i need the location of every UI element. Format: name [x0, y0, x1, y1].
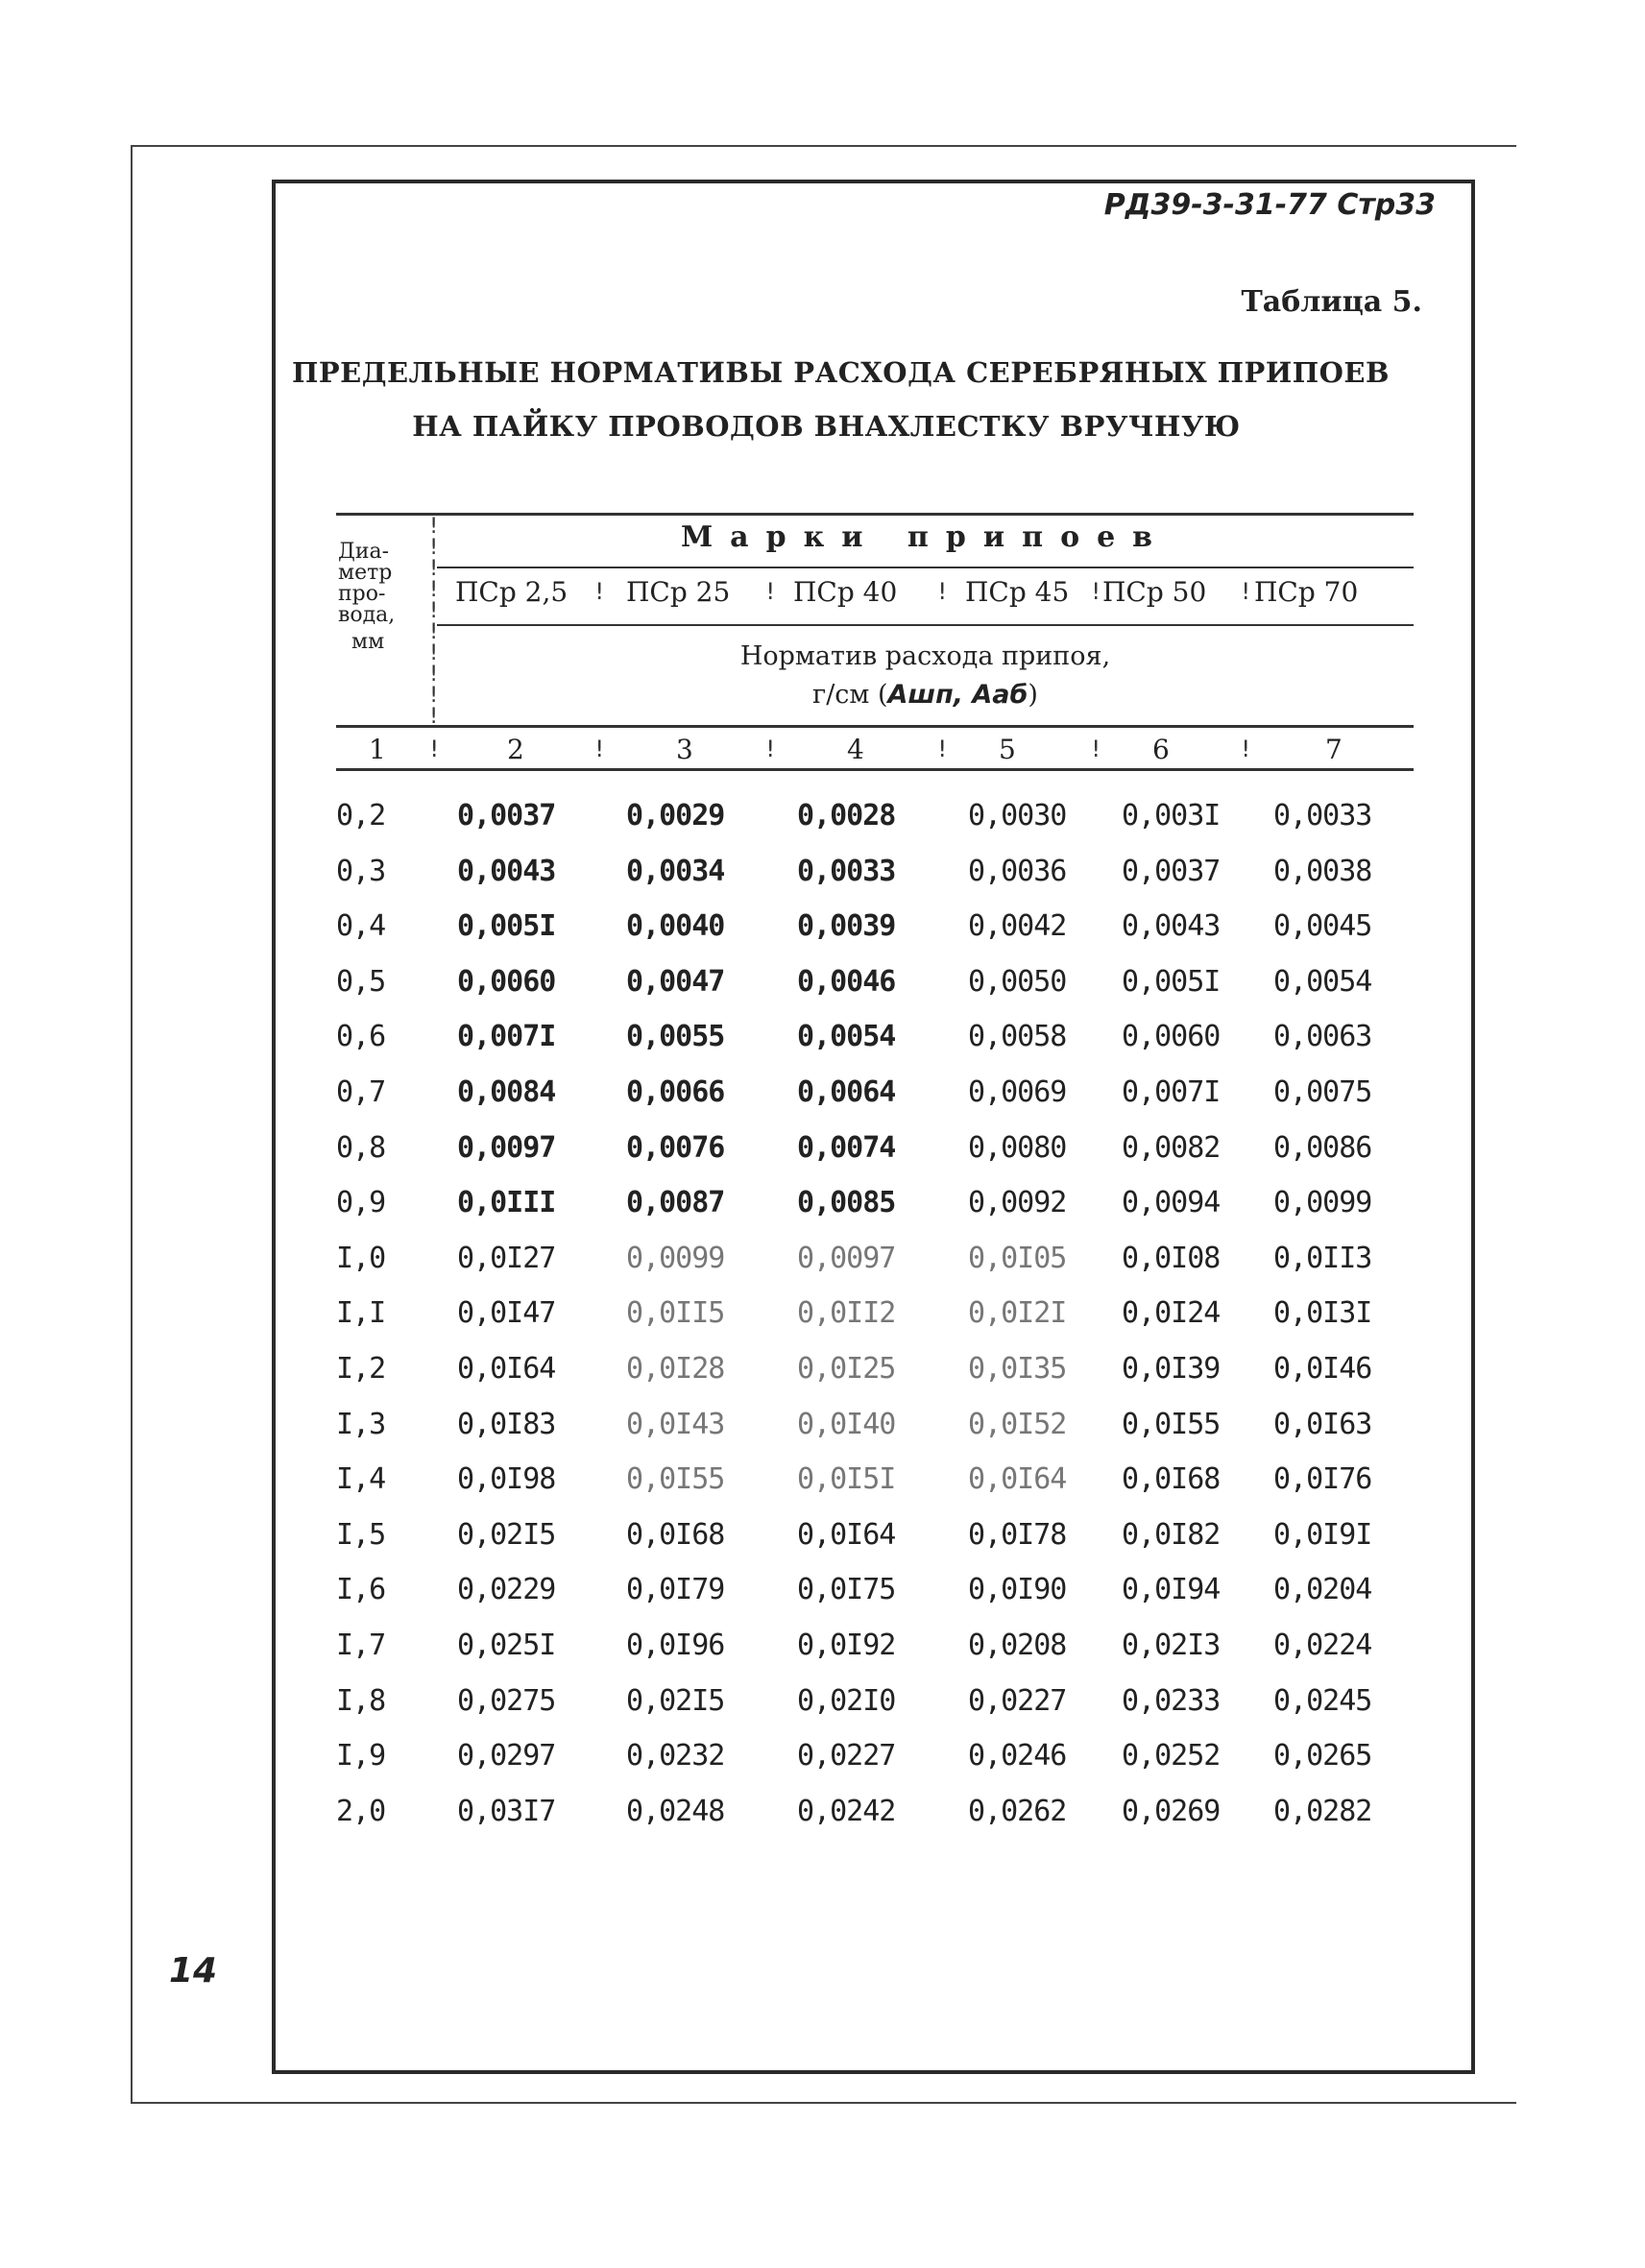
- table-row: [0, 1795, 1645, 1849]
- norm-value-cell: 0,0I68: [1122, 1462, 1221, 1497]
- norm-value-cell: 0,0074: [797, 1130, 896, 1165]
- norm-value-cell: 0,0227: [968, 1683, 1067, 1718]
- norm-value-cell: 0,003I: [1122, 799, 1221, 832]
- norm-value-cell: 0,0245: [1273, 1683, 1372, 1718]
- norm-value-cell: 0,0038: [1273, 854, 1372, 888]
- norm-value-cell: 0,0I40: [797, 1407, 896, 1441]
- norm-value-cell: 0,0099: [1273, 1186, 1372, 1220]
- table-row: [0, 1296, 1645, 1351]
- norm-value-cell: 0,0087: [626, 1186, 725, 1220]
- norm-value-cell: 0,0I90: [968, 1573, 1067, 1607]
- brands-title: Марки припоев: [680, 520, 1171, 554]
- norm-value-cell: 0,0297: [457, 1739, 556, 1773]
- norm-value-cell: 0,0063: [1273, 1020, 1372, 1054]
- norm-value-cell: 0,007I: [457, 1020, 556, 1054]
- table-row: [0, 1020, 1645, 1074]
- norm-value-cell: 0,0II2: [797, 1296, 896, 1331]
- norm-value-cell: 0,0208: [968, 1629, 1067, 1662]
- norm-value-cell: 0,0I98: [457, 1462, 556, 1497]
- norm-value-cell: 0,0I75: [797, 1573, 896, 1607]
- norm-value-cell: 0,0269: [1122, 1794, 1221, 1828]
- norm-value-cell: 0,0069: [968, 1075, 1067, 1109]
- norm-value-cell: 0,0028: [797, 799, 896, 832]
- norm-value-cell: 0,0099: [626, 1241, 725, 1275]
- separator: !: [593, 578, 607, 605]
- norm-value-cell: 0,0064: [797, 1075, 896, 1109]
- norm-value-cell: 0,0242: [797, 1794, 896, 1828]
- norm-value-cell: 0,0043: [1122, 909, 1221, 944]
- separator: !: [427, 736, 442, 762]
- norm-value-cell: 0,0I96: [626, 1629, 725, 1662]
- diameter-cell: I,2: [336, 1352, 386, 1386]
- norm-value-cell: 0,0084: [457, 1075, 556, 1109]
- norm-value-cell: 0,0085: [797, 1186, 896, 1220]
- norm-value-cell: 0,0233: [1122, 1683, 1221, 1718]
- norm-value-cell: 0,0055: [626, 1020, 725, 1054]
- colnum-bottom-rule: [336, 768, 1414, 771]
- norm-value-cell: 0,0I76: [1273, 1462, 1372, 1497]
- separator: !: [1089, 736, 1103, 762]
- norm-value-cell: 0,0I63: [1273, 1407, 1372, 1441]
- column-separator: ! ! ! ! ! ! ! ! ! !: [427, 515, 441, 729]
- norm-value-cell: 0,02I5: [626, 1683, 725, 1718]
- separator: !: [763, 736, 778, 762]
- norm-value-cell: 0,0I05: [968, 1241, 1067, 1275]
- norm-value-cell: 0,0262: [968, 1794, 1067, 1828]
- norm-value-cell: 0,02I5: [457, 1517, 556, 1552]
- table-row: [0, 855, 1645, 909]
- page-number: 14: [169, 1951, 218, 1991]
- diameter-cell: I,7: [336, 1629, 386, 1662]
- column-number: 7: [1325, 734, 1343, 765]
- separator: !: [935, 578, 950, 605]
- norm-value-cell: 0,0060: [1122, 1020, 1221, 1054]
- diameter-header: [338, 542, 424, 653]
- norm-value-cell: 0,0094: [1122, 1186, 1221, 1220]
- column-number: 3: [676, 734, 693, 765]
- norm-value-cell: 0,0054: [1273, 964, 1372, 999]
- norm-value-cell: 0,0076: [626, 1130, 725, 1165]
- norm-value-cell: 0,0I27: [457, 1241, 556, 1275]
- norm-value-cell: 0,0I83: [457, 1407, 556, 1441]
- norm-value-cell: 0,0I92: [797, 1629, 896, 1662]
- norm-value-cell: 0,005I: [1122, 964, 1221, 999]
- norm-value-cell: 0,007I: [1122, 1075, 1221, 1109]
- norm-line1: Норматив расхода припоя,: [739, 641, 1111, 671]
- diameter-header-line: вода,: [338, 603, 396, 627]
- brand-header: ПСр 2,5: [455, 576, 568, 608]
- norm-value-cell: 0,0I55: [626, 1462, 725, 1497]
- norm-value-cell: 0,0042: [968, 909, 1067, 944]
- norm-value-cell: 0,0092: [968, 1186, 1067, 1220]
- colnum-top-rule: [336, 725, 1414, 728]
- diameter-header-line: метр: [338, 561, 393, 585]
- table-row: [0, 1242, 1645, 1296]
- diameter-cell: 2,0: [336, 1794, 386, 1828]
- diameter-cell: I,I: [336, 1296, 386, 1331]
- norm-value-cell: 0,0045: [1273, 909, 1372, 944]
- norm-value-cell: 0,0I39: [1122, 1352, 1221, 1386]
- norm-value-cell: 0,0039: [797, 909, 896, 944]
- diameter-cell: 0,4: [336, 909, 386, 944]
- separator: !: [935, 736, 950, 762]
- norm-value-cell: 0,0037: [457, 799, 556, 832]
- diameter-cell: I,6: [336, 1573, 386, 1607]
- norm-unit: г/см (: [812, 680, 888, 710]
- diameter-cell: I,5: [336, 1517, 386, 1552]
- diameter-cell: I,3: [336, 1407, 386, 1441]
- norm-value-cell: 0,0066: [626, 1075, 725, 1109]
- diameter-cell: 0,6: [336, 1020, 386, 1054]
- separator: !: [1239, 736, 1253, 762]
- norm-value-cell: 0,0II5: [626, 1296, 725, 1331]
- table-row: [0, 1131, 1645, 1186]
- norm-value-cell: 0,0054: [797, 1020, 896, 1054]
- norm-value-cell: 0,0I43: [626, 1407, 725, 1441]
- norm-value-cell: 0,005I: [457, 909, 556, 944]
- norm-value-cell: 0,0I55: [1122, 1407, 1221, 1441]
- norm-value-cell: 0,0060: [457, 964, 556, 999]
- brand-header: ПСр 70: [1254, 576, 1359, 608]
- table-row: [0, 1573, 1645, 1628]
- table-row: [0, 1629, 1645, 1683]
- table-label: Таблица 5.: [1241, 285, 1422, 319]
- norm-value-cell: 0,0050: [968, 964, 1067, 999]
- table-row: [0, 1186, 1645, 1241]
- norm-value-cell: 0,0I52: [968, 1407, 1067, 1441]
- norm-value-cell: 0,0232: [626, 1739, 725, 1773]
- norm-value-cell: 0,0I2I: [968, 1296, 1067, 1331]
- table-row: [0, 1352, 1645, 1407]
- norm-value-cell: 0,0I28: [626, 1352, 725, 1386]
- table-title-line1: ПРЕДЕЛЬНЫЕ НОРМАТИВЫ РАСХОДА СЕРЕБРЯНЫХ ПРИПОЕВ: [291, 356, 1391, 389]
- table-row: [0, 1075, 1645, 1130]
- diameter-header-line: мм: [351, 630, 385, 654]
- norm-value-cell: 0,0097: [797, 1241, 896, 1275]
- norm-value-cell: 0,025I: [457, 1629, 556, 1662]
- brands-rule: [437, 567, 1414, 568]
- norm-value-cell: 0,02I0: [797, 1683, 896, 1718]
- norm-line2: [437, 676, 1414, 714]
- table-row: [0, 965, 1645, 1020]
- norm-value-cell: 0,0047: [626, 964, 725, 999]
- table-top-rule: [336, 513, 1414, 516]
- separator: !: [1089, 578, 1103, 605]
- norm-value-cell: 0,0086: [1273, 1130, 1372, 1165]
- table-row: [0, 1684, 1645, 1739]
- diameter-cell: I,0: [336, 1241, 386, 1275]
- norm-value-cell: 0,0I79: [626, 1573, 725, 1607]
- diameter-cell: 0,3: [336, 854, 386, 888]
- diameter-cell: 0,9: [336, 1186, 386, 1220]
- norm-value-cell: 0,0034: [626, 854, 725, 888]
- norm-value-cell: 0,0040: [626, 909, 725, 944]
- norm-value-cell: 0,0043: [457, 854, 556, 888]
- table-row: [0, 1462, 1645, 1517]
- norm-value-cell: 0,0097: [457, 1130, 556, 1165]
- norm-value-cell: 0,0075: [1273, 1075, 1372, 1109]
- norm-value-cell: 0,0252: [1122, 1739, 1221, 1773]
- norm-value-cell: 0,0082: [1122, 1130, 1221, 1165]
- norm-value-cell: 0,0I64: [797, 1517, 896, 1552]
- norm-value-cell: 0,0I68: [626, 1517, 725, 1552]
- brand-header: ПСр 45: [965, 576, 1070, 608]
- norm-value-cell: 0,0I35: [968, 1352, 1067, 1386]
- norm-value-cell: 0,0I78: [968, 1517, 1067, 1552]
- norm-value-cell: 0,0II3: [1273, 1241, 1372, 1275]
- norm-value-cell: 0,0265: [1273, 1739, 1372, 1773]
- brand-header: ПСр 40: [793, 576, 898, 608]
- column-number: 2: [507, 734, 524, 765]
- separator: !: [593, 736, 607, 762]
- norm-value-cell: 0,02I3: [1122, 1629, 1221, 1662]
- norm-value-cell: 0,0248: [626, 1794, 725, 1828]
- norm-value-cell: 0,0229: [457, 1573, 556, 1607]
- brand-header: ПСр 25: [626, 576, 731, 608]
- table-row: [0, 799, 1645, 854]
- column-number: 6: [1152, 734, 1170, 765]
- table-row: [0, 909, 1645, 964]
- norm-value-cell: 0,0I25: [797, 1352, 896, 1386]
- norm-value-cell: 0,0224: [1273, 1629, 1372, 1662]
- norm-value-cell: 0,0I47: [457, 1296, 556, 1331]
- norm-value-cell: 0,0I24: [1122, 1296, 1221, 1331]
- norm-value-cell: 0,0I9I: [1273, 1517, 1372, 1552]
- separator: !: [763, 578, 778, 605]
- column-number: 5: [999, 734, 1016, 765]
- diameter-cell: I,8: [336, 1683, 386, 1718]
- norm-value-cell: 0,0I46: [1273, 1352, 1372, 1386]
- diameter-cell: I,4: [336, 1462, 386, 1497]
- norm-value-cell: 0,0I3I: [1273, 1296, 1372, 1331]
- norm-value-cell: 0,0036: [968, 854, 1067, 888]
- table-row: [0, 1739, 1645, 1794]
- table-row: [0, 1408, 1645, 1462]
- norm-value-cell: 0,0046: [797, 964, 896, 999]
- norm-value-cell: 0,0030: [968, 799, 1067, 832]
- separator: !: [1239, 578, 1253, 605]
- norm-value-cell: 0,0I64: [968, 1462, 1067, 1497]
- norm-value-cell: 0,0282: [1273, 1794, 1372, 1828]
- norm-value-cell: 0,0204: [1273, 1573, 1372, 1607]
- column-number: 4: [847, 734, 864, 765]
- brand-header: ПСр 50: [1102, 576, 1207, 608]
- diameter-cell: 0,8: [336, 1130, 386, 1165]
- diameter-header-line: про-: [338, 582, 386, 606]
- diameter-cell: 0,2: [336, 799, 386, 832]
- diameter-cell: 0,7: [336, 1075, 386, 1109]
- norm-value-cell: 0,0III: [457, 1186, 556, 1220]
- norm-value-cell: 0,03I7: [457, 1794, 556, 1828]
- diameter-header-line: Диа-: [338, 540, 390, 564]
- norm-value-cell: 0,0275: [457, 1683, 556, 1718]
- norm-value-cell: 0,0227: [797, 1739, 896, 1773]
- norm-value-cell: 0,0I94: [1122, 1573, 1221, 1607]
- norm-value-cell: 0,0029: [626, 799, 725, 832]
- table-title-line2: НА ПАЙКУ ПРОВОДОВ ВНАХЛЕСТКУ ВРУЧНУЮ: [412, 410, 1241, 443]
- norm-value-cell: 0,0033: [1273, 799, 1372, 832]
- norm-value-cell: 0,0I5I: [797, 1462, 896, 1497]
- norm-value-cell: 0,0080: [968, 1130, 1067, 1165]
- norm-value-cell: 0,0058: [968, 1020, 1067, 1054]
- norm-value-cell: 0,0I08: [1122, 1241, 1221, 1275]
- norm-value-cell: 0,0037: [1122, 854, 1221, 888]
- norm-value-cell: 0,0246: [968, 1739, 1067, 1773]
- norm-rule: [437, 624, 1414, 626]
- norm-close: ): [1028, 680, 1038, 710]
- document-code: РД39-3-31-77 Стр33: [1103, 188, 1436, 222]
- norm-value-cell: 0,0033: [797, 854, 896, 888]
- norm-handwritten-note: Ашп, Ааб: [887, 680, 1028, 710]
- diameter-cell: 0,5: [336, 964, 386, 999]
- norm-value-cell: 0,0I64: [457, 1352, 556, 1386]
- column-number: 1: [369, 734, 386, 765]
- table-row: [0, 1518, 1645, 1573]
- norm-description: [437, 638, 1414, 714]
- norm-value-cell: 0,0I82: [1122, 1517, 1221, 1552]
- diameter-cell: I,9: [336, 1739, 386, 1773]
